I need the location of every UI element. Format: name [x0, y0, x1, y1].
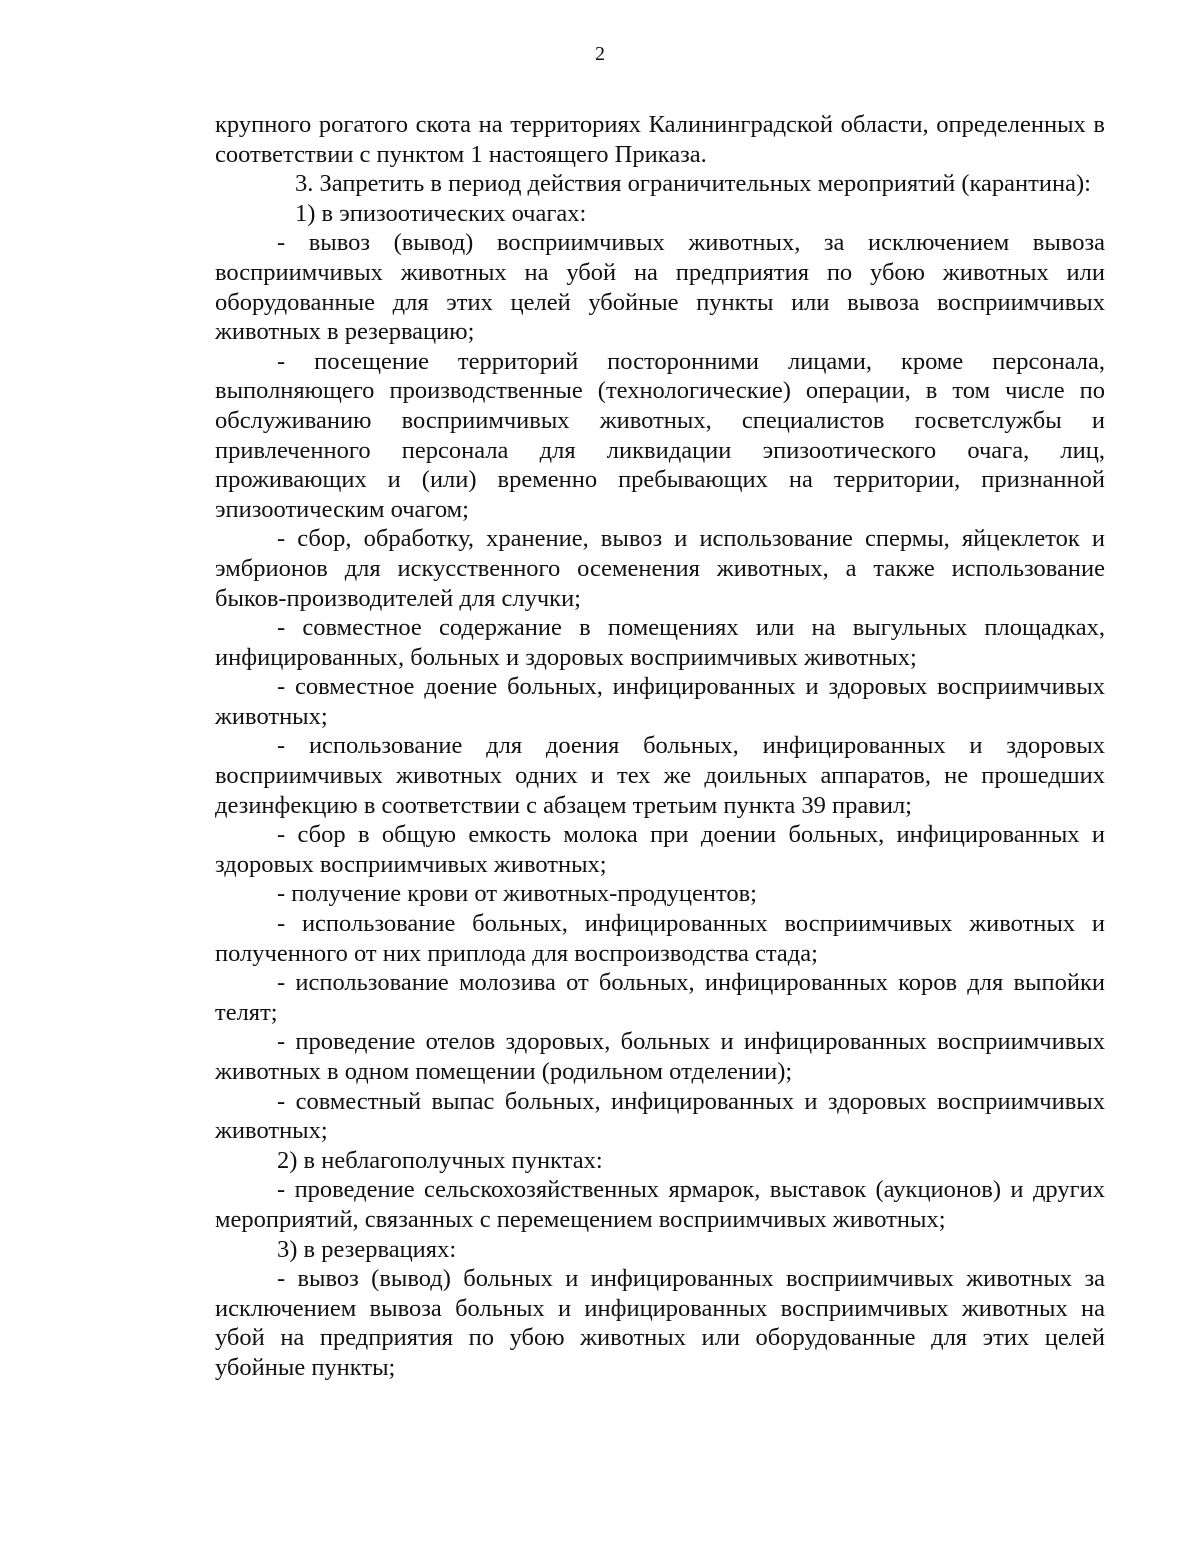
paragraph-item-3: 3. Запретить в период действия ограничительных мероприятий (карантина):	[295, 170, 1091, 198]
list-item: - сбор, обработку, хранение, вывоз и использование спермы, яйцеклеток и эмбрионов для искусственного осеменения животных, а также использование быков-производителей для случки;	[215, 525, 1105, 612]
list-item: - совместный выпас больных, инфицированных и здоровых восприимчивых животных;	[215, 1087, 1105, 1145]
document-body	[215, 110, 1105, 1383]
paragraph-continuation: крупного рогатого скота на территориях Калининградской области, определенных в соответствии с пунктом 1 настоящего Приказа.	[215, 111, 1105, 168]
list-item: - получение крови от животных-продуцентов;	[277, 880, 757, 908]
list-item: - вывоз (вывод) больных и инфицированных восприимчивых животных за исключением вывоза больных и инфицированных восприимчивых животных на убой на предприятия по убою животных или оборудованные для этих целей убойные пункты;	[215, 1265, 1105, 1381]
subheading-unfavorable-points: 2) в неблагополучных пунктах:	[277, 1146, 603, 1174]
list-item: - проведение сельскохозяйственных ярмарок, выставок (аукционов) и других мероприятий, связанных с перемещением восприимчивых животных;	[215, 1176, 1105, 1233]
list-item: - сбор в общую емкость молока при доении больных, инфицированных и здоровых восприимчивых животных;	[215, 821, 1105, 878]
list-item: - совместное доение больных, инфицированных и здоровых восприимчивых животных;	[215, 673, 1105, 730]
list-item: - посещение территорий посторонними лицами, кроме персонала, выполняющего производственные (технологические) операции, в том числе по обслуживанию восприимчивых животных, специалистов госветслужбы и привлеченного персонала для ликвидации эпизоотического очага, лиц, проживающих и (или) временно пребывающих на территории, признанной эпизоотическим очагом;	[215, 347, 1105, 523]
list-item: - использование для доения больных, инфицированных и здоровых восприимчивых животных одних и тех же доильных аппаратов, не прошедших дезинфекцию в соответствии с абзацем третьим пункта 39 правил;	[215, 732, 1105, 819]
list-item: - использование молозива от больных, инфицированных коров для выпойки телят;	[215, 969, 1105, 1026]
page-number: 2	[595, 43, 605, 65]
list-item: - использование больных, инфицированных восприимчивых животных и полученного от них приплода для воспроизводства стада;	[215, 910, 1105, 967]
list-item: - вывоз (вывод) восприимчивых животных, за исключением вывоза восприимчивых животных на убой на предприятия по убою животных или оборудованные для этих целей убойные пункты или вывоза восприимчивых животных в резервацию;	[215, 229, 1105, 346]
subheading-episootic-foci: 1) в эпизоотических очагах:	[295, 199, 587, 227]
list-item: - проведение отелов здоровых, больных и инфицированных восприимчивых животных в одном помещении (родильном отделении);	[215, 1028, 1105, 1085]
list-item: - совместное содержание в помещениях или на выгульных площадках, инфицированных, больных и здоровых восприимчивых животных;	[215, 614, 1105, 671]
subheading-reservations: 3) в резервациях:	[277, 1235, 457, 1263]
